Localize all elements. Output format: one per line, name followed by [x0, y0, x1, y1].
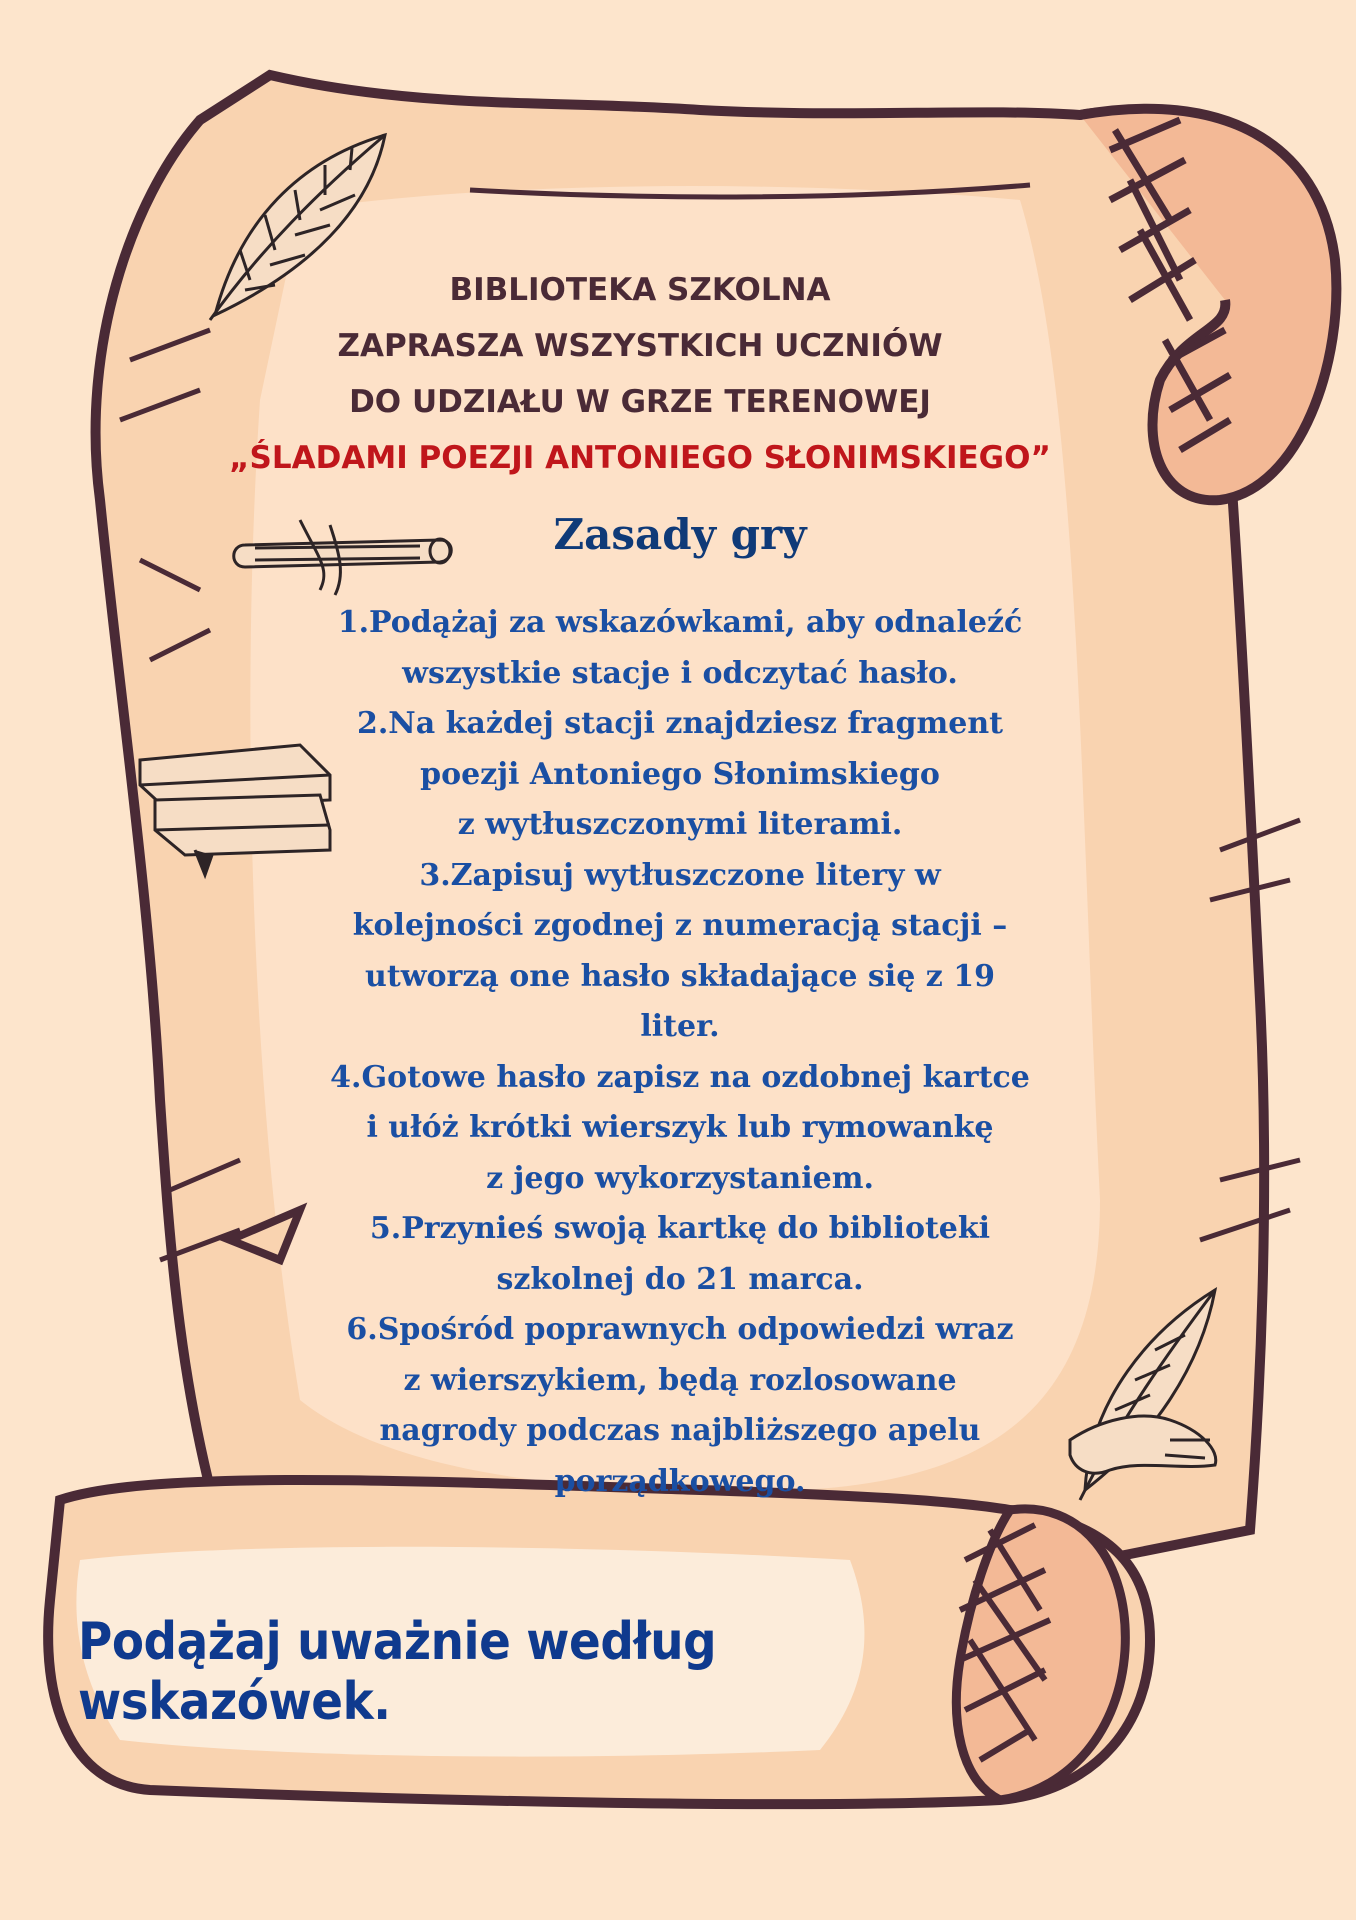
- rules-line: 5.Przynieś swoją kartkę do biblioteki: [369, 1211, 991, 1246]
- rules-line: 4.Gotowe hasło zapisz na ozdobnej kartce: [330, 1059, 1030, 1095]
- invitation-header: [140, 262, 1140, 486]
- rules-line: utworzą one hasło składające się z 19: [365, 958, 995, 994]
- rules-title: Zasady gry: [553, 510, 807, 559]
- rules-line: liter.: [640, 1009, 720, 1044]
- rules-line: 1.Podążaj za wskazówkami, aby odnaleźć: [337, 605, 1023, 640]
- rules-line: nagrody podczas najbliższego apelu: [379, 1413, 981, 1448]
- header-line-1: BIBLIOTEKA SZKOLNA: [449, 272, 831, 308]
- rules-list: [270, 598, 1090, 1507]
- rules-line: poezji Antoniego Słonimskiego: [420, 756, 940, 792]
- header-line-2: ZAPRASZA WSZYSTKICH UCZNIÓW: [337, 328, 943, 364]
- rules-line: z jego wykorzystaniem.: [486, 1160, 874, 1196]
- rules-line: z wytłuszczonymi literami.: [457, 807, 903, 842]
- rules-line: 6.Spośród poprawnych odpowiedzi wraz: [346, 1312, 1014, 1347]
- rules-line: 2.Na każdej stacji znajdziesz fragment: [356, 706, 1004, 741]
- rules-line: szkolnej do 21 marca.: [496, 1261, 864, 1297]
- rules-line: z wierszykiem, będą rozlosowane: [403, 1362, 957, 1398]
- footer-slogan: Podążaj uważnie według wskazówek.: [78, 1612, 717, 1732]
- rules-line: i ułóż krótki wierszyk lub rymowankę: [366, 1110, 994, 1145]
- rules-line: wszystkie stacje i odczytać hasło.: [402, 655, 958, 691]
- rules-line: 3.Zapisuj wytłuszczone litery w: [419, 857, 941, 893]
- rules-line: porządkowego.: [554, 1463, 806, 1499]
- rules-line: kolejności zgodnej z numeracją stacji –: [352, 908, 1008, 943]
- header-line-3: DO UDZIAŁU W GRZE TERENOWEJ: [349, 384, 931, 420]
- game-title: „ŚLADAMI POEZJI ANTONIEGO SŁONIMSKIEGO”: [229, 440, 1051, 476]
